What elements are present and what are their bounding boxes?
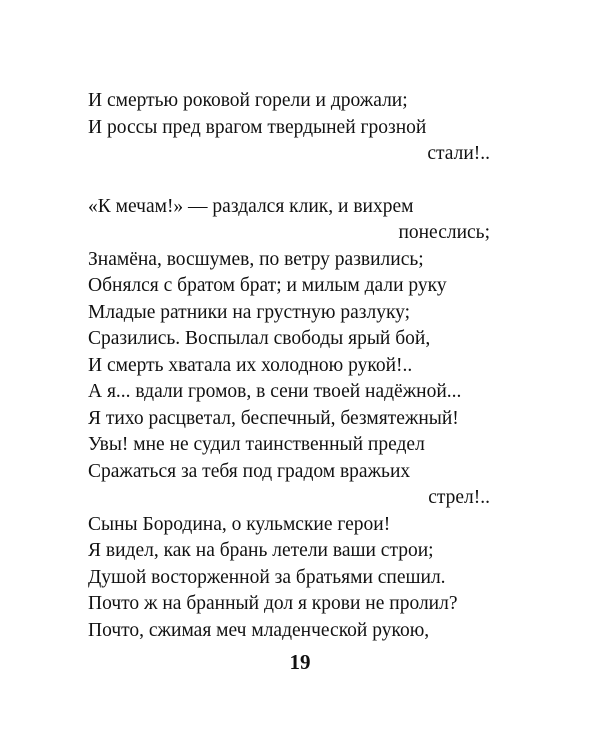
- poem-line-continuation: понеслись;: [398, 222, 490, 243]
- poem-line: «К мечам!» — раздался клик, и вихрем: [88, 195, 414, 217]
- poem-line: И россы пред врагом твердыней грозной: [88, 116, 427, 138]
- poem-line: Увы! мне не судил таинственный предел: [88, 434, 425, 455]
- poem-line-continuation: стрел!..: [428, 487, 490, 508]
- poem-line: Сыны Бородина, о кульмские герои!: [88, 513, 391, 535]
- poem-line: Почто, сжимая меч младенческой рукою,: [88, 619, 430, 641]
- stanza-break: [88, 168, 490, 194]
- poem-text: [88, 88, 490, 644]
- page-number: 19: [289, 650, 311, 674]
- poem-line: Сражаться за тебя под градом вражьих: [88, 460, 411, 482]
- poem-line: Я видел, как на брань летели ваши строи;: [88, 540, 434, 561]
- poem-line: Младые ратники на грустную разлуку;: [88, 301, 411, 323]
- poem-line: Душой восторженной за братьями спешил.: [88, 566, 446, 588]
- poem-line: И смертью роковой горели и дрожали;: [88, 90, 408, 111]
- poem-line: Обнялся с братом брат; и милым дали руку: [88, 275, 447, 296]
- poem-line: А я... вдали громов, в сени твоей надёжной...: [88, 381, 462, 402]
- poem-line: Сразились. Воспылал свободы ярый бой,: [88, 328, 431, 349]
- poem-line-continuation: стали!..: [427, 143, 490, 164]
- poem-line: Знамёна, восшумев, по ветру развились;: [88, 248, 424, 270]
- poem-line: Почто ж на бранный дол я крови не пролил?: [88, 593, 458, 614]
- poem-line: Я тихо расцветал, беспечный, безмятежный!: [88, 407, 459, 429]
- poem-line: И смерть хватала их холодною рукой!..: [88, 354, 413, 376]
